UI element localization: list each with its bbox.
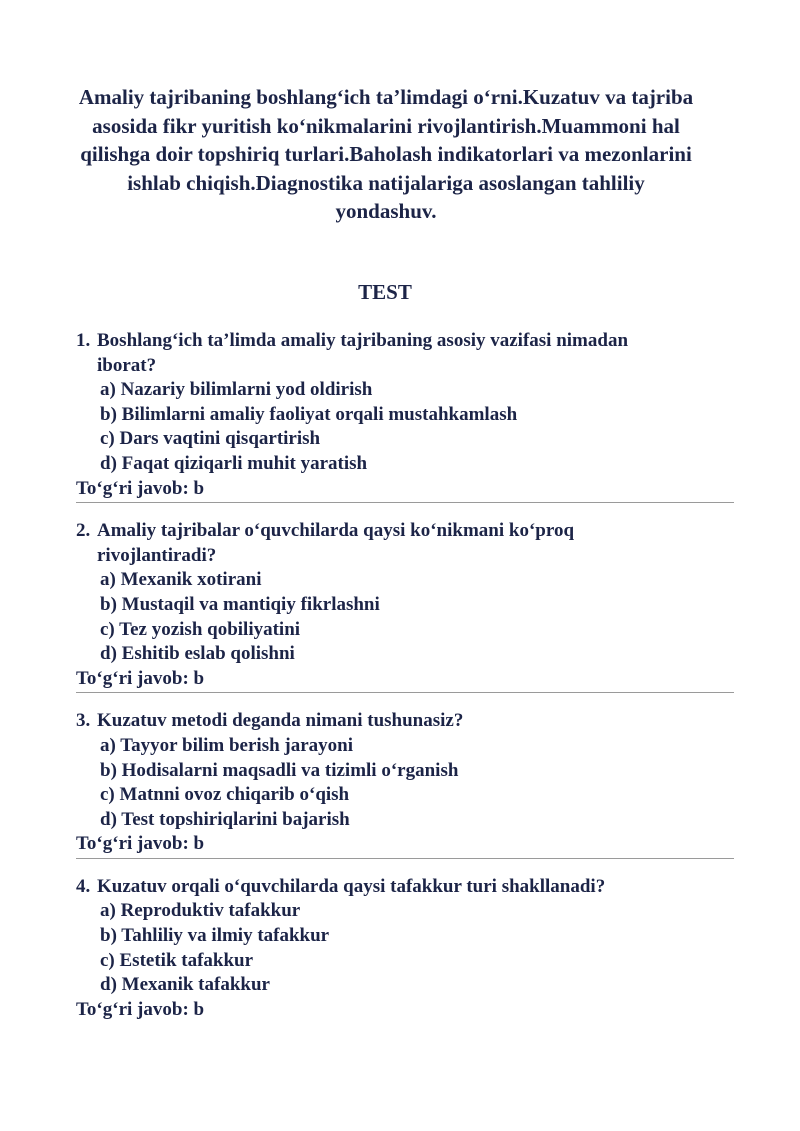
option-c: c) Dars vaqtini qisqartirish (100, 428, 321, 450)
question-line (76, 329, 734, 378)
option-d: d) Faqat qiziqarli muhit yaratish (100, 452, 368, 474)
correct-answer: To‘g‘ri javob: b (76, 998, 205, 1020)
question-block (76, 519, 734, 693)
option-c: c) Estetik tafakkur (100, 949, 254, 971)
document-title: Amaliy tajribaning boshlang‘ich ta’limdagi o‘rni.Kuzatuv va tajriba asosida fikr yuritish ko‘nikmalarini rivojlantirish.Muammoni hal qilishga doir topshiriq turlari.Baholash indikatorlari va mezonlarini ishlab chiqish.Diagnostika natijalariga asoslangan tahliliy yondashuv. (78, 85, 694, 223)
question-number: 1. (76, 330, 91, 351)
option-b: b) Hodisalarni maqsadli va tizimli o‘rganish (100, 759, 459, 781)
option-a: a) Tayyor bilim berish jarayoni (100, 734, 354, 756)
question-text: Kuzatuv metodi deganda nimani tushunasiz? (97, 710, 464, 732)
question-number: 4. (76, 875, 91, 897)
option-b: b) Mustaqil va mantiqiy fikrlashni (100, 593, 380, 615)
question-text: Kuzatuv orqali o‘quvchilarda qaysi tafakkur turi shakllanadi? (97, 875, 606, 897)
question-list (76, 329, 734, 1039)
correct-answer: To‘g‘ri javob: b (76, 477, 205, 499)
test-heading: TEST (358, 280, 412, 304)
option-a: a) Mexanik xotirani (100, 569, 262, 591)
option-a: a) Reproduktiv tafakkur (100, 900, 301, 922)
option-d: d) Test topshiriqlarini bajarish (100, 808, 350, 830)
question-block (76, 875, 734, 1024)
question-text: Boshlang‘ich ta’limda amaliy tajribaning asosiy vazifasi nimadan iborat? (97, 330, 629, 376)
option-list (76, 734, 734, 832)
question-line (76, 709, 734, 734)
question-text: Amaliy tajribalar o‘quvchilarda qaysi ko‘nikmani ko‘proq rivojlantiradi? (97, 520, 575, 566)
option-b: b) Tahliliy va ilmiy tafakkur (100, 925, 330, 947)
question-line (76, 875, 734, 900)
question-block (76, 709, 734, 859)
correct-answer: To‘g‘ri javob: b (76, 833, 205, 855)
question-line (76, 519, 734, 568)
option-b: b) Bilimlarni amaliy faoliyat orqali mustahkamlash (100, 403, 518, 425)
option-c: c) Matnni ovoz chiqarib o‘qish (100, 784, 350, 806)
option-d: d) Eshitib eslab qolishni (100, 643, 295, 665)
option-list (76, 899, 734, 997)
question-number: 3. (76, 710, 91, 732)
question-number: 2. (76, 520, 91, 542)
option-d: d) Mexanik tafakkur (100, 974, 270, 996)
correct-answer: To‘g‘ri javob: b (76, 667, 205, 689)
option-a: a) Nazariy bilimlarni yod oldirish (100, 379, 373, 401)
option-list (76, 378, 734, 476)
question-block (76, 329, 734, 503)
option-list (76, 568, 734, 666)
option-c: c) Tez yozish qobiliyatini (100, 618, 301, 640)
